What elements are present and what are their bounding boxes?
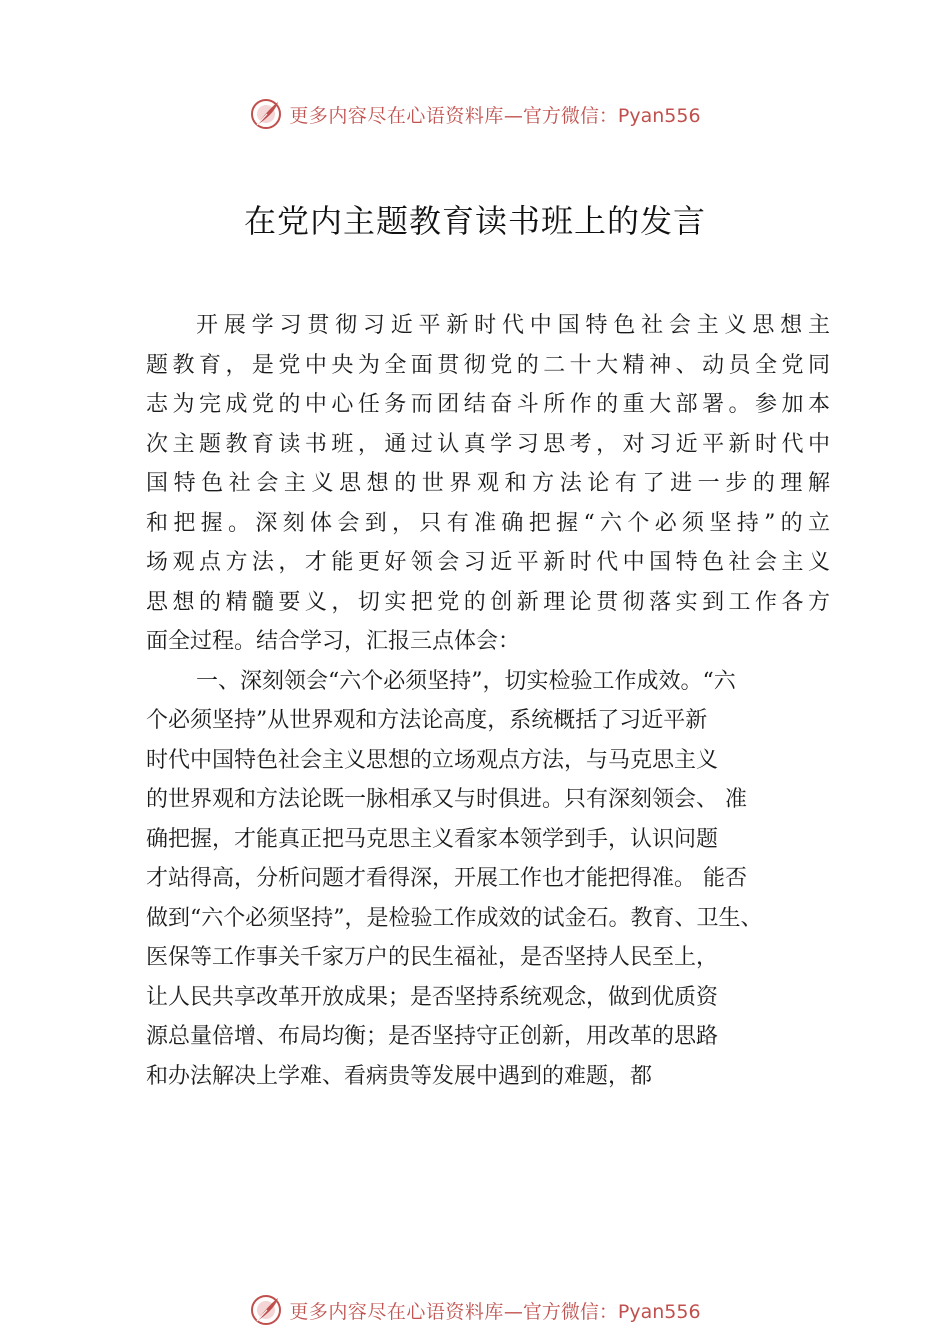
section-heading: 一、深刻领会“六个必须坚持”，切实检验工作成效。“六 (196, 668, 736, 694)
text-line: 确把握，才能真正把马克思主义看家本领学到手，认识问题 (146, 826, 719, 852)
text-line: 题教育，是党中央为全面贯彻党的二十大精神、动员全党同 (146, 352, 830, 378)
text-line: 和办法解决上学难、看病贵等发展中遇到的难题，都 (146, 1063, 653, 1089)
header-wechat-text: —官方微信：Pyan556 (503, 104, 701, 127)
text-line: 才站得高，分析问题才看得深，开展工作也才能把得准。 能否 (146, 866, 747, 891)
document-body (146, 306, 830, 1096)
text-line: 医保等工作事关千家万户的民生福祉，是否坚持人民至上， (146, 945, 719, 970)
header-brand-text: 更多内容尽在心语资料库 (289, 104, 504, 127)
text-line: 场观点方法，才能更好领会习近平新时代中国特色社会主义 (146, 550, 830, 575)
text-line: 让人民共享改革开放成果；是否坚持系统观念，做到优质资 (146, 984, 719, 1010)
text-line: 面全过程。结合学习，汇报三点体会： (146, 629, 521, 654)
text-line: 国特色社会主义思想的世界观和方法论有了进一步的理解 (146, 471, 830, 496)
footer-brand-text: 更多内容尽在心语资料库 (289, 1300, 504, 1323)
footer-banner (0, 1290, 950, 1330)
text-line: 思想的精髓要义，切实把党的创新理论贯彻落实到工作各方 (146, 589, 830, 615)
text-line: 开展学习贯彻习近平新时代中国特色社会主义思想主 (196, 313, 830, 338)
text-line: 的世界观和方法论既一脉相承又与时俱进。只有深刻领会、 准 (146, 787, 747, 812)
text-line: 个必须坚持”从世界观和方法论高度，系统概括了习近平新 (146, 708, 708, 733)
footer-wechat-text: —官方微信：Pyan556 (503, 1300, 701, 1323)
text-line: 次主题教育读书班，通过认真学习思考，对习近平新时代中 (146, 431, 830, 457)
quill-logo-icon (249, 1293, 283, 1327)
text-line: 志为完成党的中心任务而团结奋斗所作的重大部署。参加本 (146, 392, 830, 417)
text-line: 时代中国特色社会主义思想的立场观点方法，与马克思主义 (146, 747, 719, 773)
page-title: 在党内主题教育读书班上的发言 (243, 202, 706, 240)
text-line: 源总量倍增、布局均衡；是否坚持守正创新，用改革的思路 (146, 1024, 719, 1049)
text-line: 做到“六个必须坚持”，是检验工作成效的试金石。教育、卫生、 (146, 905, 763, 931)
text-line: 和把握。深刻体会到，只有准确把握“六个必须坚持”的立 (146, 510, 830, 536)
quill-logo-icon (249, 97, 283, 131)
header-banner (0, 94, 950, 134)
